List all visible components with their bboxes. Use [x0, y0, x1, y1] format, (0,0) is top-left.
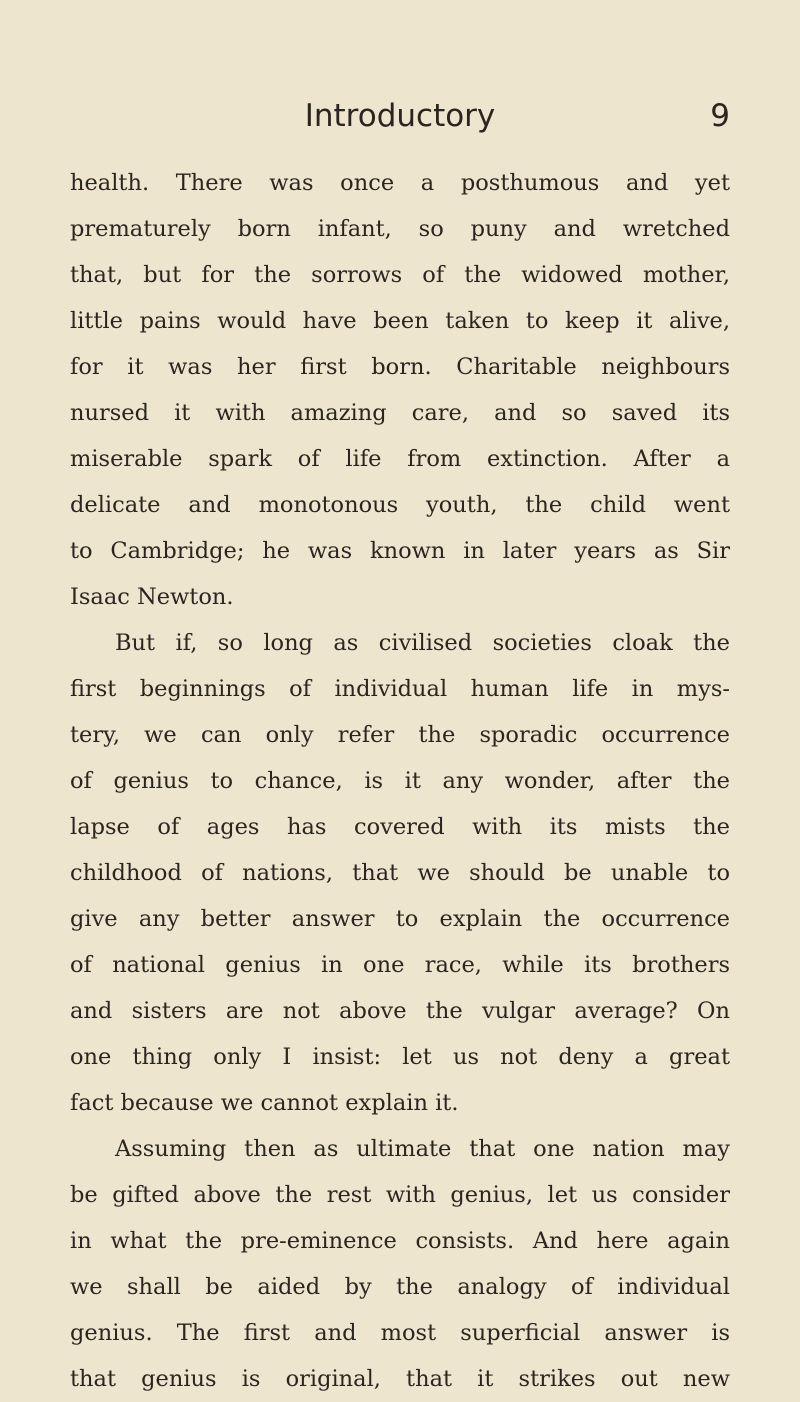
text-line: of national genius in one race, while its brothers	[70, 952, 730, 978]
text-line: be gifted above the rest with genius, let us consider	[70, 1182, 730, 1208]
text-line: of genius to chance, is it any wonder, after the	[70, 768, 730, 794]
text-line: and sisters are not above the vulgar average? On	[70, 998, 730, 1024]
text-line: little pains would have been taken to keep it alive,	[70, 308, 730, 334]
text-line: childhood of nations, that we should be unable to	[70, 860, 730, 886]
text-line: delicate and monotonous youth, the child went	[70, 492, 730, 518]
text-line: health. There was once a posthumous and yet	[70, 170, 730, 196]
text-line: give any better answer to explain the occurrence	[70, 906, 730, 932]
text-line: that, but for the sorrows of the widowed mother,	[70, 262, 730, 288]
text-line: lapse of ages has covered with its mists the	[70, 814, 730, 840]
text-line: Isaac Newton.	[70, 584, 234, 610]
text-line: fact because we cannot explain it.	[70, 1090, 459, 1116]
page-number: 9	[710, 98, 730, 134]
body-text	[70, 160, 730, 1402]
text-line: that genius is original, that it strikes out new	[70, 1366, 730, 1392]
text-line: in what the pre-eminence consists. And here again	[70, 1228, 730, 1254]
text-line: Assuming then as ultimate that one nation may	[115, 1136, 730, 1162]
text-line: tery, we can only refer the sporadic occurrence	[70, 722, 730, 748]
chapter-title: Introductory	[304, 98, 496, 134]
text-line: prematurely born infant, so puny and wretched	[70, 216, 730, 242]
text-line: to Cambridge; he was known in later years as Sir	[70, 538, 730, 564]
text-line: first beginnings of individual human life in mys-	[70, 676, 730, 702]
text-line: we shall be aided by the analogy of individual	[70, 1274, 730, 1300]
text-line: genius. The first and most superficial answer is	[70, 1320, 730, 1346]
running-head	[0, 96, 800, 136]
text-line: But if, so long as civilised societies cloak the	[115, 630, 730, 656]
text-line: miserable spark of life from extinction. After a	[70, 446, 730, 472]
text-line: for it was her first born. Charitable neighbours	[70, 354, 730, 380]
text-line: one thing only I insist: let us not deny a great	[70, 1044, 730, 1070]
text-line: nursed it with amazing care, and so saved its	[70, 400, 730, 426]
